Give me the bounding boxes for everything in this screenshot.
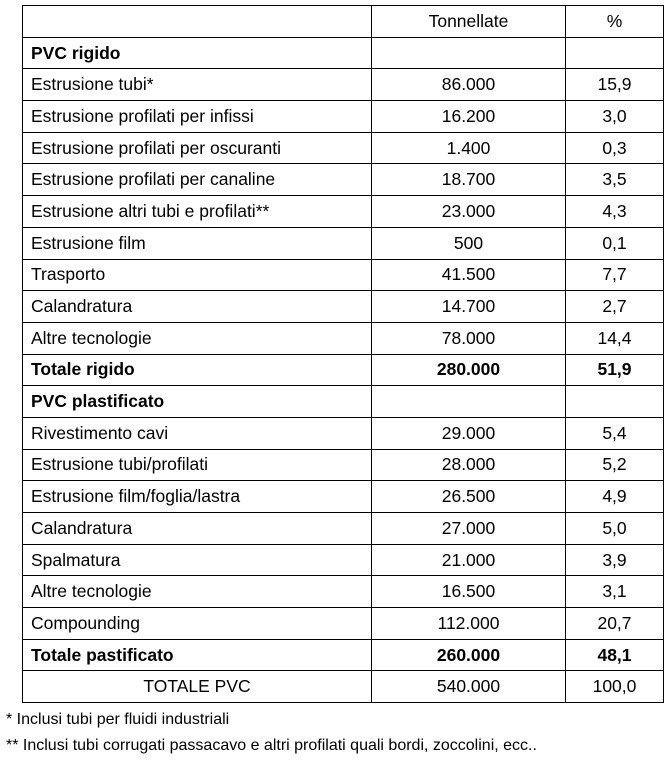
table-row bbox=[23, 449, 664, 481]
row-label-cell: Estrusione tubi* bbox=[23, 69, 372, 101]
row-label-cell: PVC plastificato bbox=[23, 386, 372, 418]
row-tonnellate-cell bbox=[372, 386, 566, 418]
row-percent-cell: 7,7 bbox=[566, 259, 664, 291]
row-percent-cell: 3,1 bbox=[566, 576, 664, 608]
row-tonnellate-cell: 21.000 bbox=[372, 544, 566, 576]
table-row bbox=[23, 164, 664, 196]
table-row bbox=[23, 576, 664, 608]
table-row bbox=[23, 417, 664, 449]
row-tonnellate-cell: 112.000 bbox=[372, 608, 566, 640]
table-row bbox=[23, 671, 664, 703]
row-label-cell: Estrusione altri tubi e profilati** bbox=[23, 196, 372, 228]
row-tonnellate-cell: 16.500 bbox=[372, 576, 566, 608]
header-cell-percent: % bbox=[566, 6, 664, 38]
row-percent-cell: 14,4 bbox=[566, 322, 664, 354]
row-tonnellate-cell: 260.000 bbox=[372, 639, 566, 671]
row-label-cell: Altre tecnologie bbox=[23, 576, 372, 608]
table-row bbox=[23, 259, 664, 291]
row-percent-cell: 100,0 bbox=[566, 671, 664, 703]
table-row bbox=[23, 227, 664, 259]
table-row bbox=[23, 513, 664, 545]
row-label-cell: Totale rigido bbox=[23, 354, 372, 386]
table-row bbox=[23, 481, 664, 513]
row-percent-cell: 51,9 bbox=[566, 354, 664, 386]
row-tonnellate-cell: 86.000 bbox=[372, 69, 566, 101]
table-row bbox=[23, 132, 664, 164]
header-cell-label bbox=[23, 6, 372, 38]
row-tonnellate-cell: 18.700 bbox=[372, 164, 566, 196]
row-label-cell: Calandratura bbox=[23, 513, 372, 545]
row-percent-cell: 2,7 bbox=[566, 291, 664, 323]
row-tonnellate-cell: 26.500 bbox=[372, 481, 566, 513]
footnote-2: ** Inclusi tubi corrugati passacavo e altri profilati quali bordi, zoccolini, ecc.. bbox=[6, 737, 537, 754]
row-percent-cell: 15,9 bbox=[566, 69, 664, 101]
table-row bbox=[23, 69, 664, 101]
row-tonnellate-cell: 41.500 bbox=[372, 259, 566, 291]
row-percent-cell: 3,5 bbox=[566, 164, 664, 196]
row-tonnellate-cell: 16.200 bbox=[372, 101, 566, 133]
row-percent-cell: 5,2 bbox=[566, 449, 664, 481]
row-label-cell: Altre tecnologie bbox=[23, 322, 372, 354]
row-percent-cell: 5,4 bbox=[566, 417, 664, 449]
row-tonnellate-cell: 1.400 bbox=[372, 132, 566, 164]
row-label-cell: Estrusione film bbox=[23, 227, 372, 259]
table-row bbox=[23, 608, 664, 640]
row-tonnellate-cell bbox=[372, 37, 566, 69]
row-label-cell: TOTALE PVC bbox=[23, 671, 372, 703]
pvc-data-table bbox=[22, 5, 664, 703]
table-row bbox=[23, 101, 664, 133]
row-label-cell: Estrusione tubi/profilati bbox=[23, 449, 372, 481]
row-percent-cell: 48,1 bbox=[566, 639, 664, 671]
row-percent-cell: 4,9 bbox=[566, 481, 664, 513]
row-label-cell: Totale pastificato bbox=[23, 639, 372, 671]
row-label-cell: Compounding bbox=[23, 608, 372, 640]
row-tonnellate-cell: 500 bbox=[372, 227, 566, 259]
row-label-cell: Estrusione profilati per canaline bbox=[23, 164, 372, 196]
row-tonnellate-cell: 23.000 bbox=[372, 196, 566, 228]
table-row bbox=[23, 386, 664, 418]
row-label-cell: Estrusione profilati per oscuranti bbox=[23, 132, 372, 164]
row-label-cell: Estrusione film/foglia/lastra bbox=[23, 481, 372, 513]
table-row bbox=[23, 37, 664, 69]
table-row bbox=[23, 544, 664, 576]
row-percent-cell: 5,0 bbox=[566, 513, 664, 545]
row-label-cell: Calandratura bbox=[23, 291, 372, 323]
row-percent-cell bbox=[566, 386, 664, 418]
row-percent-cell: 0,1 bbox=[566, 227, 664, 259]
row-label-cell: PVC rigido bbox=[23, 37, 372, 69]
row-label-cell: Trasporto bbox=[23, 259, 372, 291]
table-body bbox=[23, 37, 664, 702]
row-tonnellate-cell: 29.000 bbox=[372, 417, 566, 449]
footnotes bbox=[6, 707, 537, 759]
table-row bbox=[23, 291, 664, 323]
footnote-1: * Inclusi tubi per fluidi industriali bbox=[6, 711, 230, 728]
table-row bbox=[23, 196, 664, 228]
row-label-cell: Estrusione profilati per infissi bbox=[23, 101, 372, 133]
row-label-cell: Rivestimento cavi bbox=[23, 417, 372, 449]
row-tonnellate-cell: 27.000 bbox=[372, 513, 566, 545]
row-tonnellate-cell: 28.000 bbox=[372, 449, 566, 481]
row-label-cell: Spalmatura bbox=[23, 544, 372, 576]
row-tonnellate-cell: 280.000 bbox=[372, 354, 566, 386]
row-percent-cell: 0,3 bbox=[566, 132, 664, 164]
row-tonnellate-cell: 78.000 bbox=[372, 322, 566, 354]
row-tonnellate-cell: 14.700 bbox=[372, 291, 566, 323]
table-row bbox=[23, 639, 664, 671]
table-row bbox=[23, 354, 664, 386]
row-percent-cell bbox=[566, 37, 664, 69]
row-percent-cell: 4,3 bbox=[566, 196, 664, 228]
header-cell-tonnellate: Tonnellate bbox=[372, 6, 566, 38]
table-row bbox=[23, 322, 664, 354]
row-tonnellate-cell: 540.000 bbox=[372, 671, 566, 703]
table-header-row bbox=[23, 6, 664, 38]
row-percent-cell: 3,0 bbox=[566, 101, 664, 133]
row-percent-cell: 3,9 bbox=[566, 544, 664, 576]
row-percent-cell: 20,7 bbox=[566, 608, 664, 640]
